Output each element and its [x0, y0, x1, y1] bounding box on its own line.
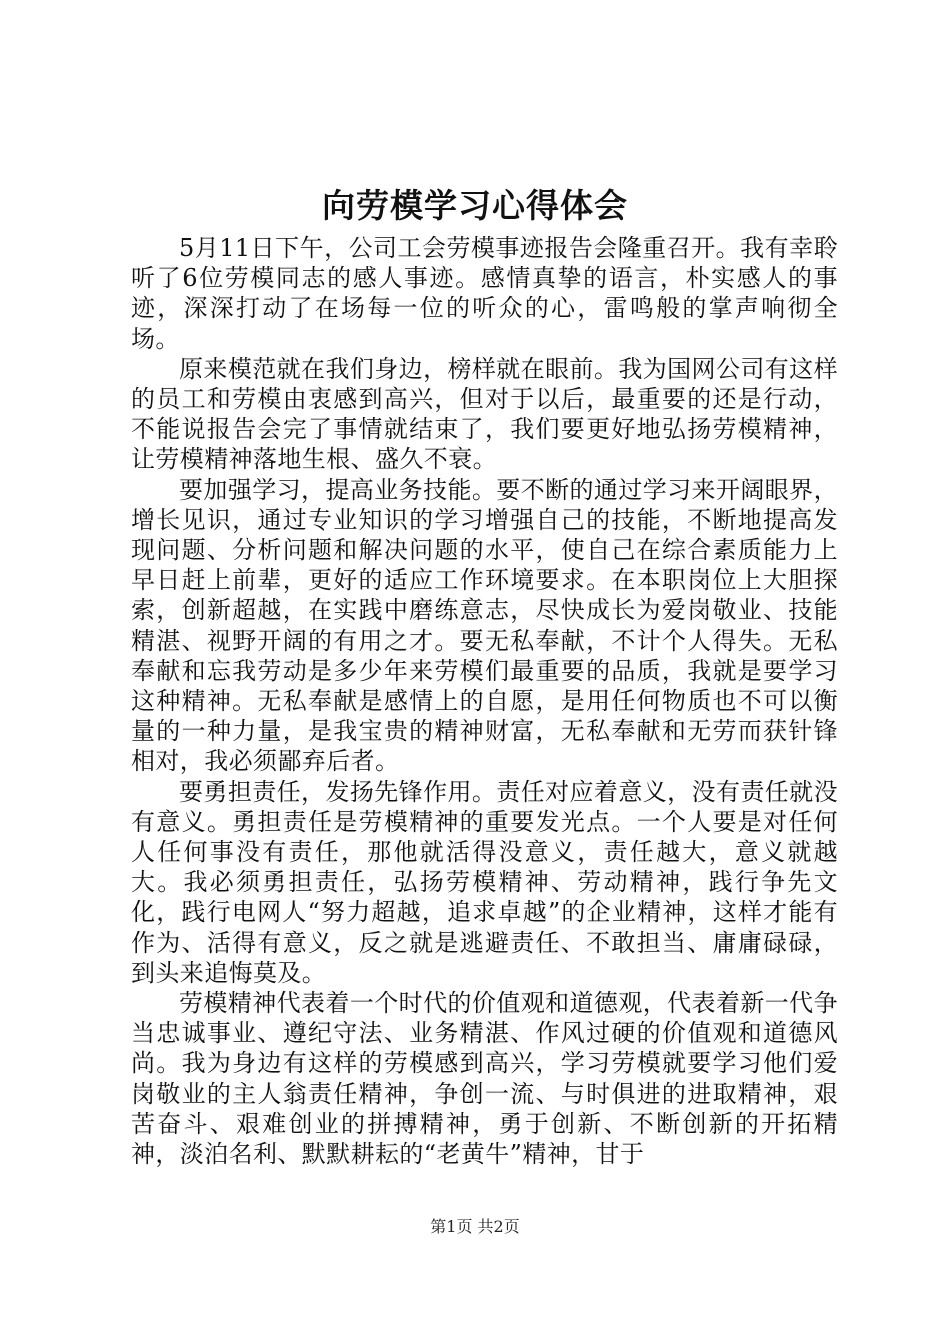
document-title: 向劳模学习心得体会	[322, 186, 628, 225]
paragraph-2: 原来模范就在我们身边，榜样就在眼前。我为国网公司有这样的员工和劳模由衷感到高兴，但对于以后，最重要的还是行动，不能说报告会完了事情就结束了，我们要更好地弘扬劳模精神，让劳模精神落地生根、盛久不衰。	[131, 354, 838, 474]
paragraph-1: 5月11日下午，公司工会劳模事迹报告会隆重召开。我有幸聆听了6位劳模同志的感人事迹。感情真挚的语言，朴实感人的事迹，深深打动了在场每一位的听众的心，雷鸣般的掌声响彻全场。	[131, 234, 838, 353]
page-footer: 第1页 共2页	[430, 1217, 520, 1236]
document-body	[131, 233, 838, 1169]
paragraph-4: 要勇担责任，发扬先锋作用。责任对应着意义，没有责任就没有意义。勇担责任是劳模精神的重要发光点。一个人要是对任何人任何事没有责任，那他就活得没意义，责任越大，意义就越大。我必须勇担责任，弘扬劳模精神、劳动精神，践行争先文化，践行电网人“努力超越，追求卓越”的企业精神，这样才能有作为、活得有意义，反之就是逃避责任、不敢担当、庸庸碌碌，到头来追悔莫及。	[131, 777, 838, 987]
paragraph-5: 劳模精神代表着一个时代的价值观和道德观，代表着新一代争当忠诚事业、遵纪守法、业务精湛、作风过硬的价值观和道德风尚。我为身边有这样的劳模感到高兴，学习劳模就要学习他们爱岗敬业的主人翁责任精神，争创一流、与时俱进的进取精神，艰苦奋斗、艰难创业的拼搏精神，勇于创新、不断创新的开拓精神，淡泊名利、默默耕耘的“老黄牛”精神，甘于	[131, 989, 838, 1169]
paragraph-3: 要加强学习，提高业务技能。要不断的通过学习来开阔眼界，增长见识，通过专业知识的学习增强自己的技能，不断地提高发现问题、分析问题和解决问题的水平，使自己在综合素质能力上早日赶上前辈，更好的适应工作环境要求。在本职岗位上大胆探索，创新超越，在实践中磨练意志，尽快成长为爱岗敬业、技能精湛、视野开阔的有用之才。要无私奉献，不计个人得失。无私奉献和忘我劳动是多少年来劳模们最重要的品质，我就是要学习这种精神。无私奉献是感情上的自愿，是用任何物质也不可以衡量的一种力量，是我宝贵的精神财富，无私奉献和无劳而获针锋相对，我必须鄙弃后者。	[131, 475, 838, 776]
